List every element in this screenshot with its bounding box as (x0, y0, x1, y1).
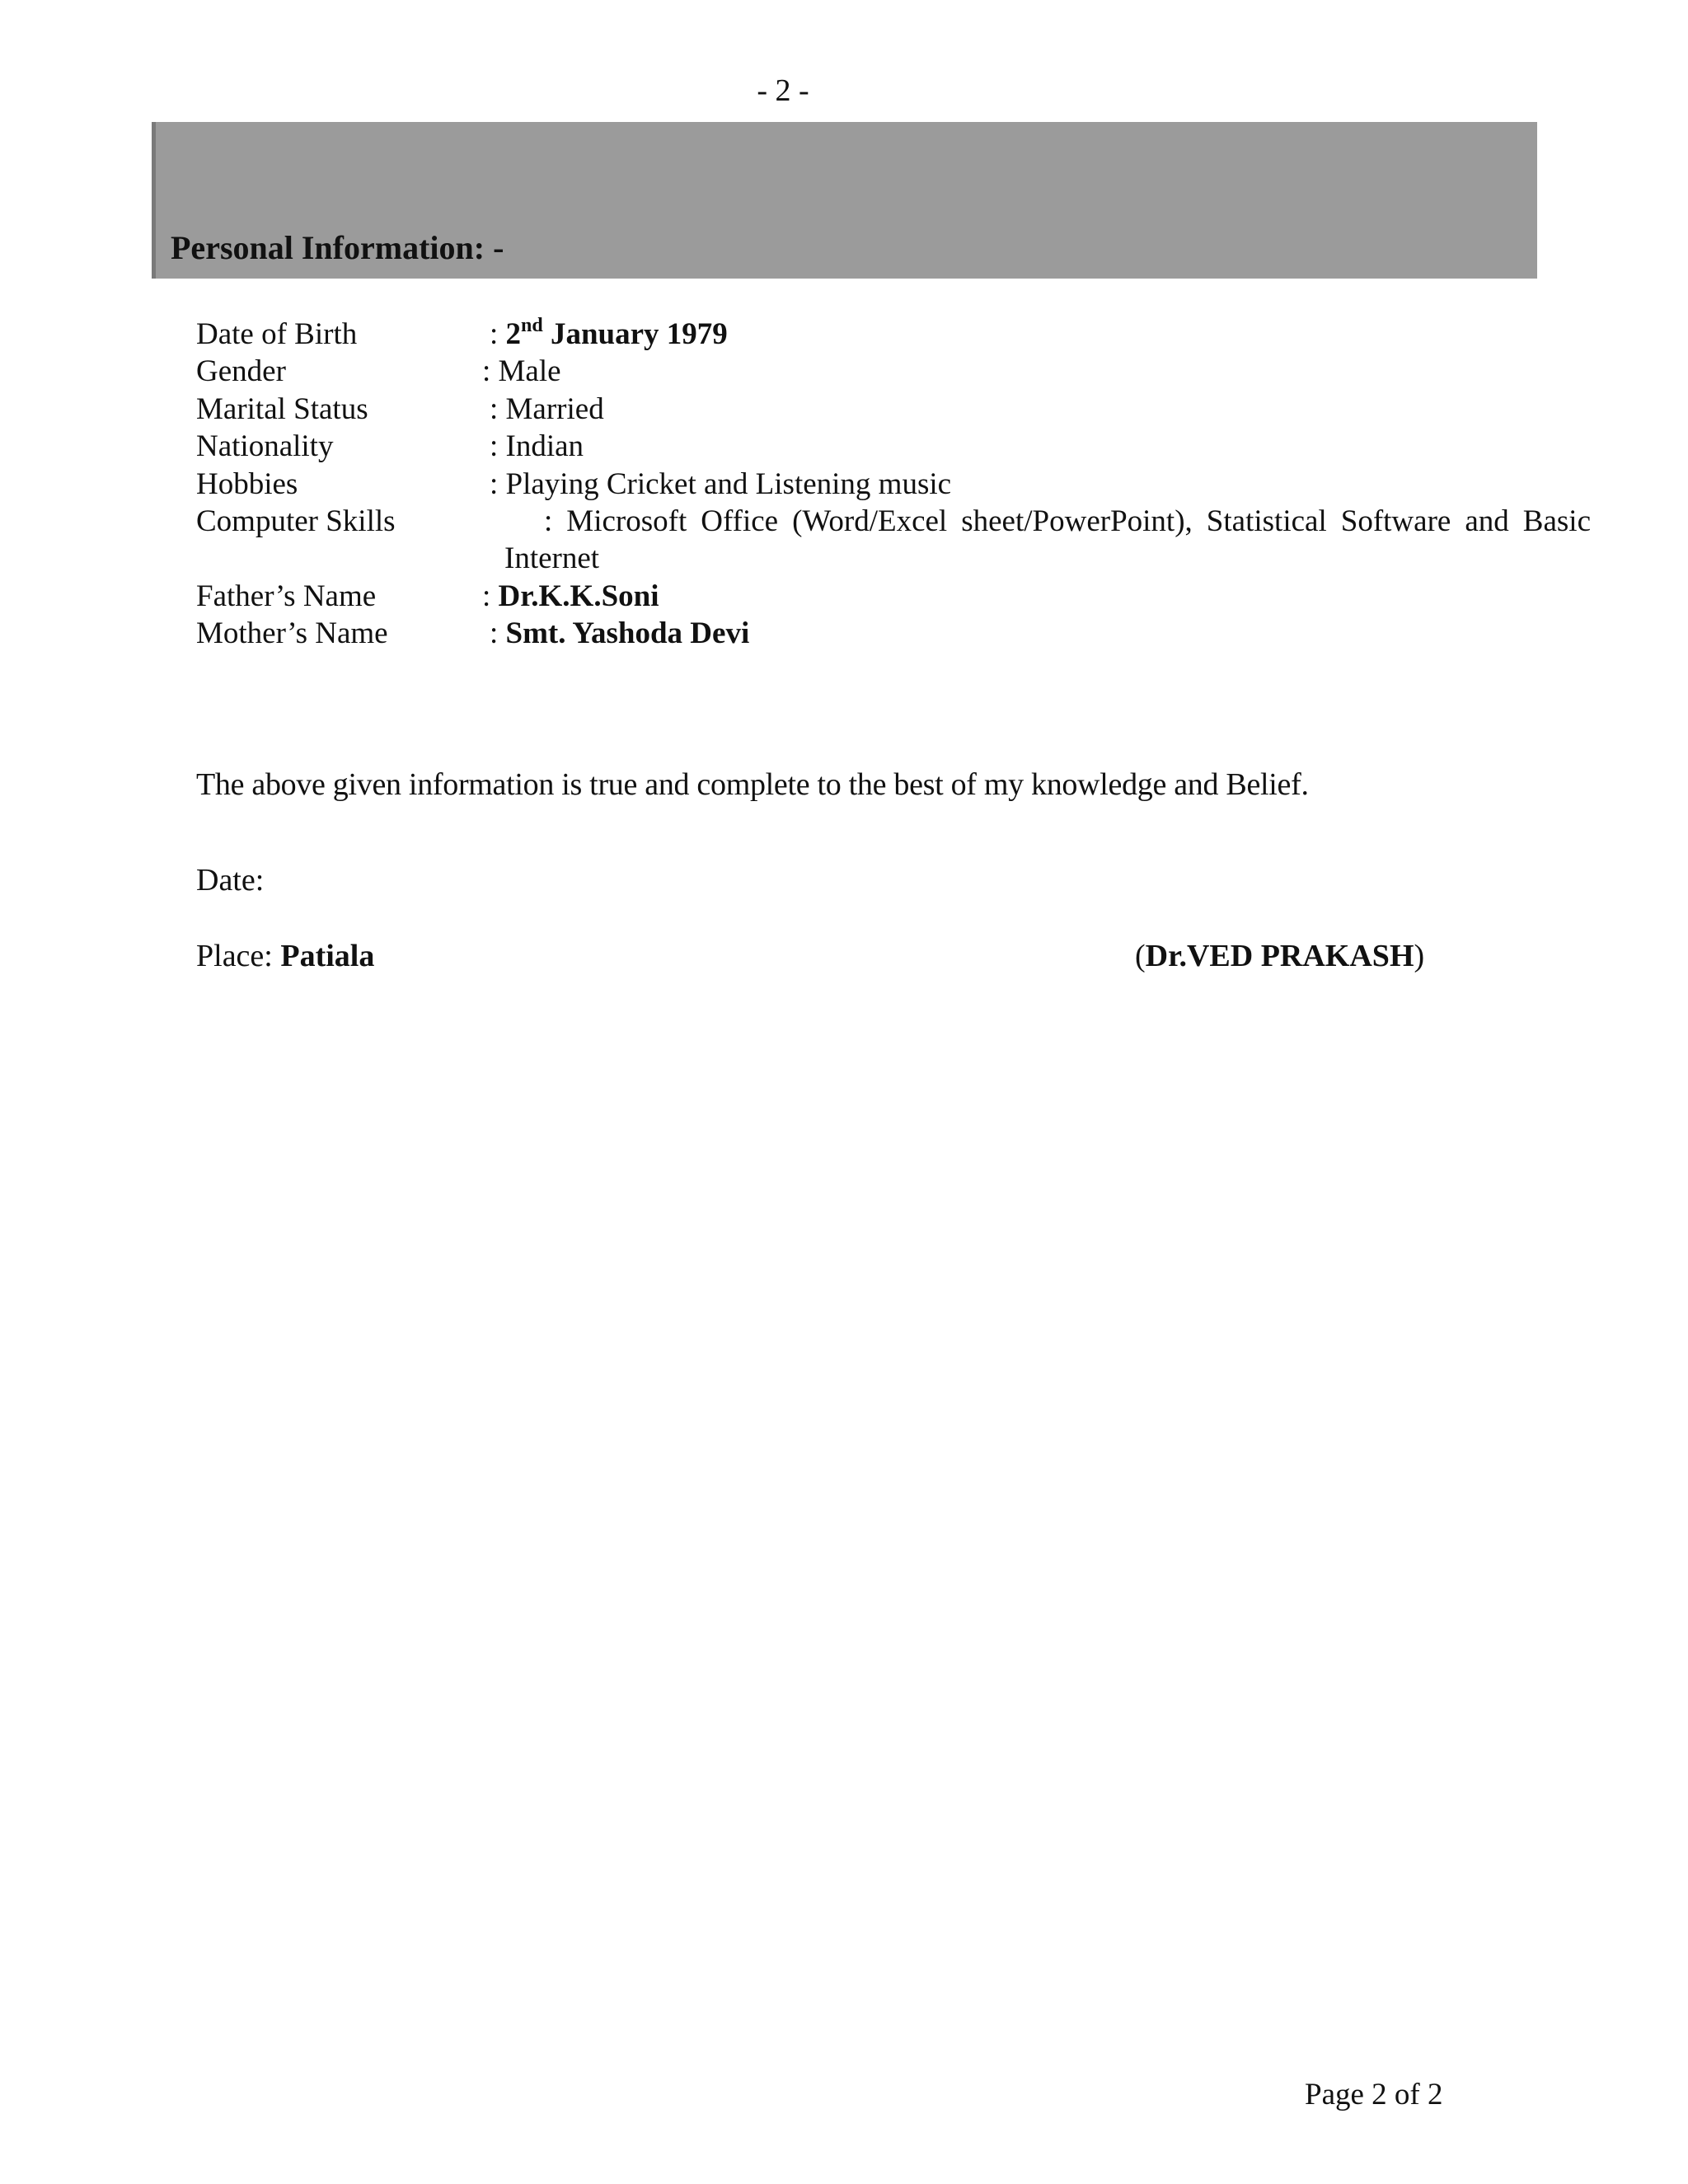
place-value: Patiala (280, 939, 375, 973)
marital-status-label: Marital Status (196, 392, 368, 426)
gender-label: Gender (196, 354, 286, 388)
nationality-label: Nationality (196, 429, 334, 463)
father-name-value (482, 579, 659, 614)
signature-name (1135, 938, 1424, 974)
dob-label: Date of Birth (196, 317, 358, 351)
section-header-band (152, 122, 1537, 279)
computer-skills-label: Computer Skills (196, 504, 396, 538)
signature-close-paren: ) (1414, 939, 1425, 973)
dob-value (490, 316, 728, 352)
nationality-value: : Indian (490, 429, 584, 463)
date-label: Date: (196, 863, 265, 898)
mother-name-separator: : (490, 616, 499, 650)
computer-skills-value-line2: Internet (504, 541, 600, 575)
hobbies-value: : Playing Cricket and Listening music (490, 467, 952, 501)
place-label: Place: (196, 939, 273, 973)
marital-status-value: : Married (490, 392, 604, 426)
mother-name-text: Smt. Yashoda Devi (505, 616, 750, 650)
computer-skills-value-line1: : Microsoft Office (Word/Excel sheet/PowerPoint), Statistical Software and Basic (544, 504, 1591, 538)
gender-value: : Male (482, 354, 561, 388)
signature-open-paren: ( (1135, 939, 1146, 973)
dob-separator: : (490, 317, 499, 351)
signature-text: Dr.VED PRAKASH (1145, 939, 1414, 973)
mother-name-label: Mother’s Name (196, 616, 388, 650)
hobbies-label: Hobbies (196, 467, 298, 501)
place-line (196, 938, 374, 974)
father-name-text: Dr.K.K.Soni (498, 579, 659, 613)
dob-rest: January 1979 (550, 317, 728, 351)
page-footer: Page 2 of 2 (1305, 2078, 1443, 2111)
father-name-label: Father’s Name (196, 579, 377, 613)
dob-day: 2 (505, 317, 522, 351)
page-number-top: - 2 - (757, 73, 809, 108)
declaration-text: The above given information is true and complete to the best of my knowledge and Belief. (196, 767, 1309, 802)
section-title: Personal Information: - (171, 229, 504, 266)
mother-name-value (490, 616, 749, 651)
dob-suffix: nd (521, 314, 543, 336)
father-name-separator: : (482, 579, 491, 613)
